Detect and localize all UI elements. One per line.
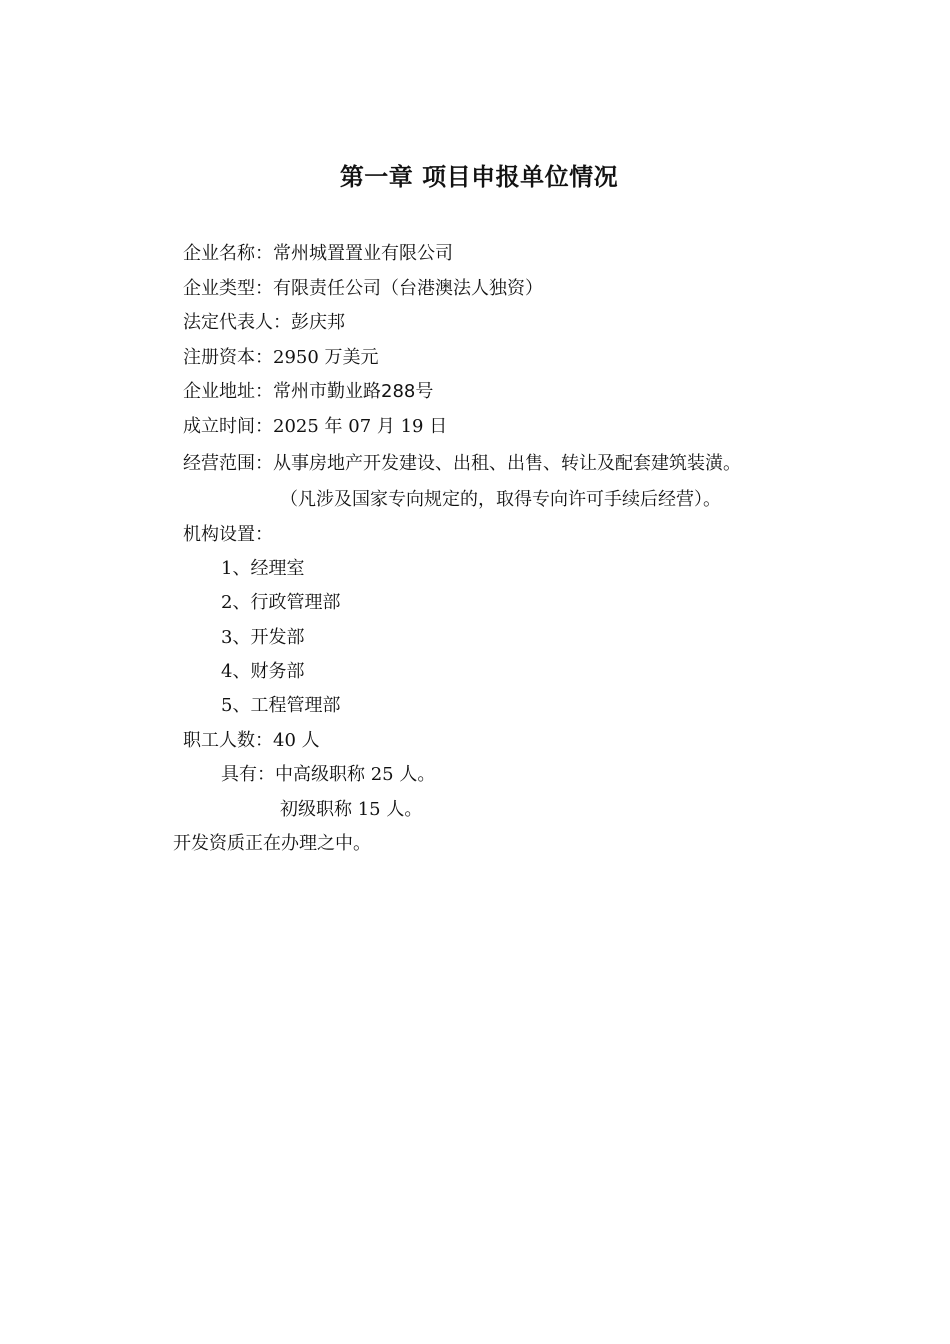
address-line <box>183 380 433 404</box>
registered-capital-line <box>183 346 379 370</box>
staff-count-line <box>183 729 320 753</box>
company-name-value: 常州城置置业有限公司 <box>273 243 453 264</box>
legal-rep-line <box>183 311 345 335</box>
registered-capital-label: 注册资本： <box>183 347 273 368</box>
org-item: 1、经理室 <box>221 558 305 579</box>
founded-label: 成立时间： <box>183 416 273 437</box>
founded-value: 2025 年 07 月 19 日 <box>273 416 448 437</box>
staff-junior-line: 初级职称 15 人。 <box>280 799 423 820</box>
org-item: 2、行政管理部 <box>221 592 341 613</box>
org-setup-label: 机构设置： <box>183 524 273 545</box>
company-type-label: 企业类型： <box>183 278 273 299</box>
company-type-value: 有限责任公司（台港澳法人独资） <box>273 278 543 299</box>
legal-rep-value: 彭庆邦 <box>291 312 345 333</box>
address-value-prefix: 常州市勤业路 <box>273 381 381 402</box>
founded-line <box>183 415 447 439</box>
qualification-note: 开发资质正在办理之中。 <box>173 833 371 854</box>
staff-count-label: 职工人数： <box>183 730 273 751</box>
org-item: 3、开发部 <box>221 627 305 648</box>
company-name-label: 企业名称： <box>183 243 273 264</box>
address-label: 企业地址： <box>183 381 273 402</box>
registered-capital-value: 2950 万美元 <box>273 347 379 368</box>
address-value-suffix: 号 <box>415 381 434 402</box>
chapter-title: 第一章 项目申报单位情况 <box>339 163 619 191</box>
business-scope-line <box>183 452 741 476</box>
address-number: 288 <box>381 381 416 402</box>
org-item: 5、工程管理部 <box>221 695 341 716</box>
staff-count-value: 40 人 <box>273 730 320 751</box>
company-name-line <box>183 242 453 266</box>
org-item: 4、财务部 <box>221 661 305 682</box>
business-scope-label: 经营范围： <box>183 453 273 474</box>
company-type-line <box>183 277 543 301</box>
business-scope-note: （凡涉及国家专向规定的，取得专向许可手续后经营）。 <box>280 489 721 510</box>
legal-rep-label: 法定代表人： <box>183 312 291 333</box>
staff-senior-line: 具有：中高级职称 25 人。 <box>221 764 436 785</box>
business-scope-value: 从事房地产开发建设、出租、出售、转让及配套建筑装潢。 <box>273 453 741 474</box>
